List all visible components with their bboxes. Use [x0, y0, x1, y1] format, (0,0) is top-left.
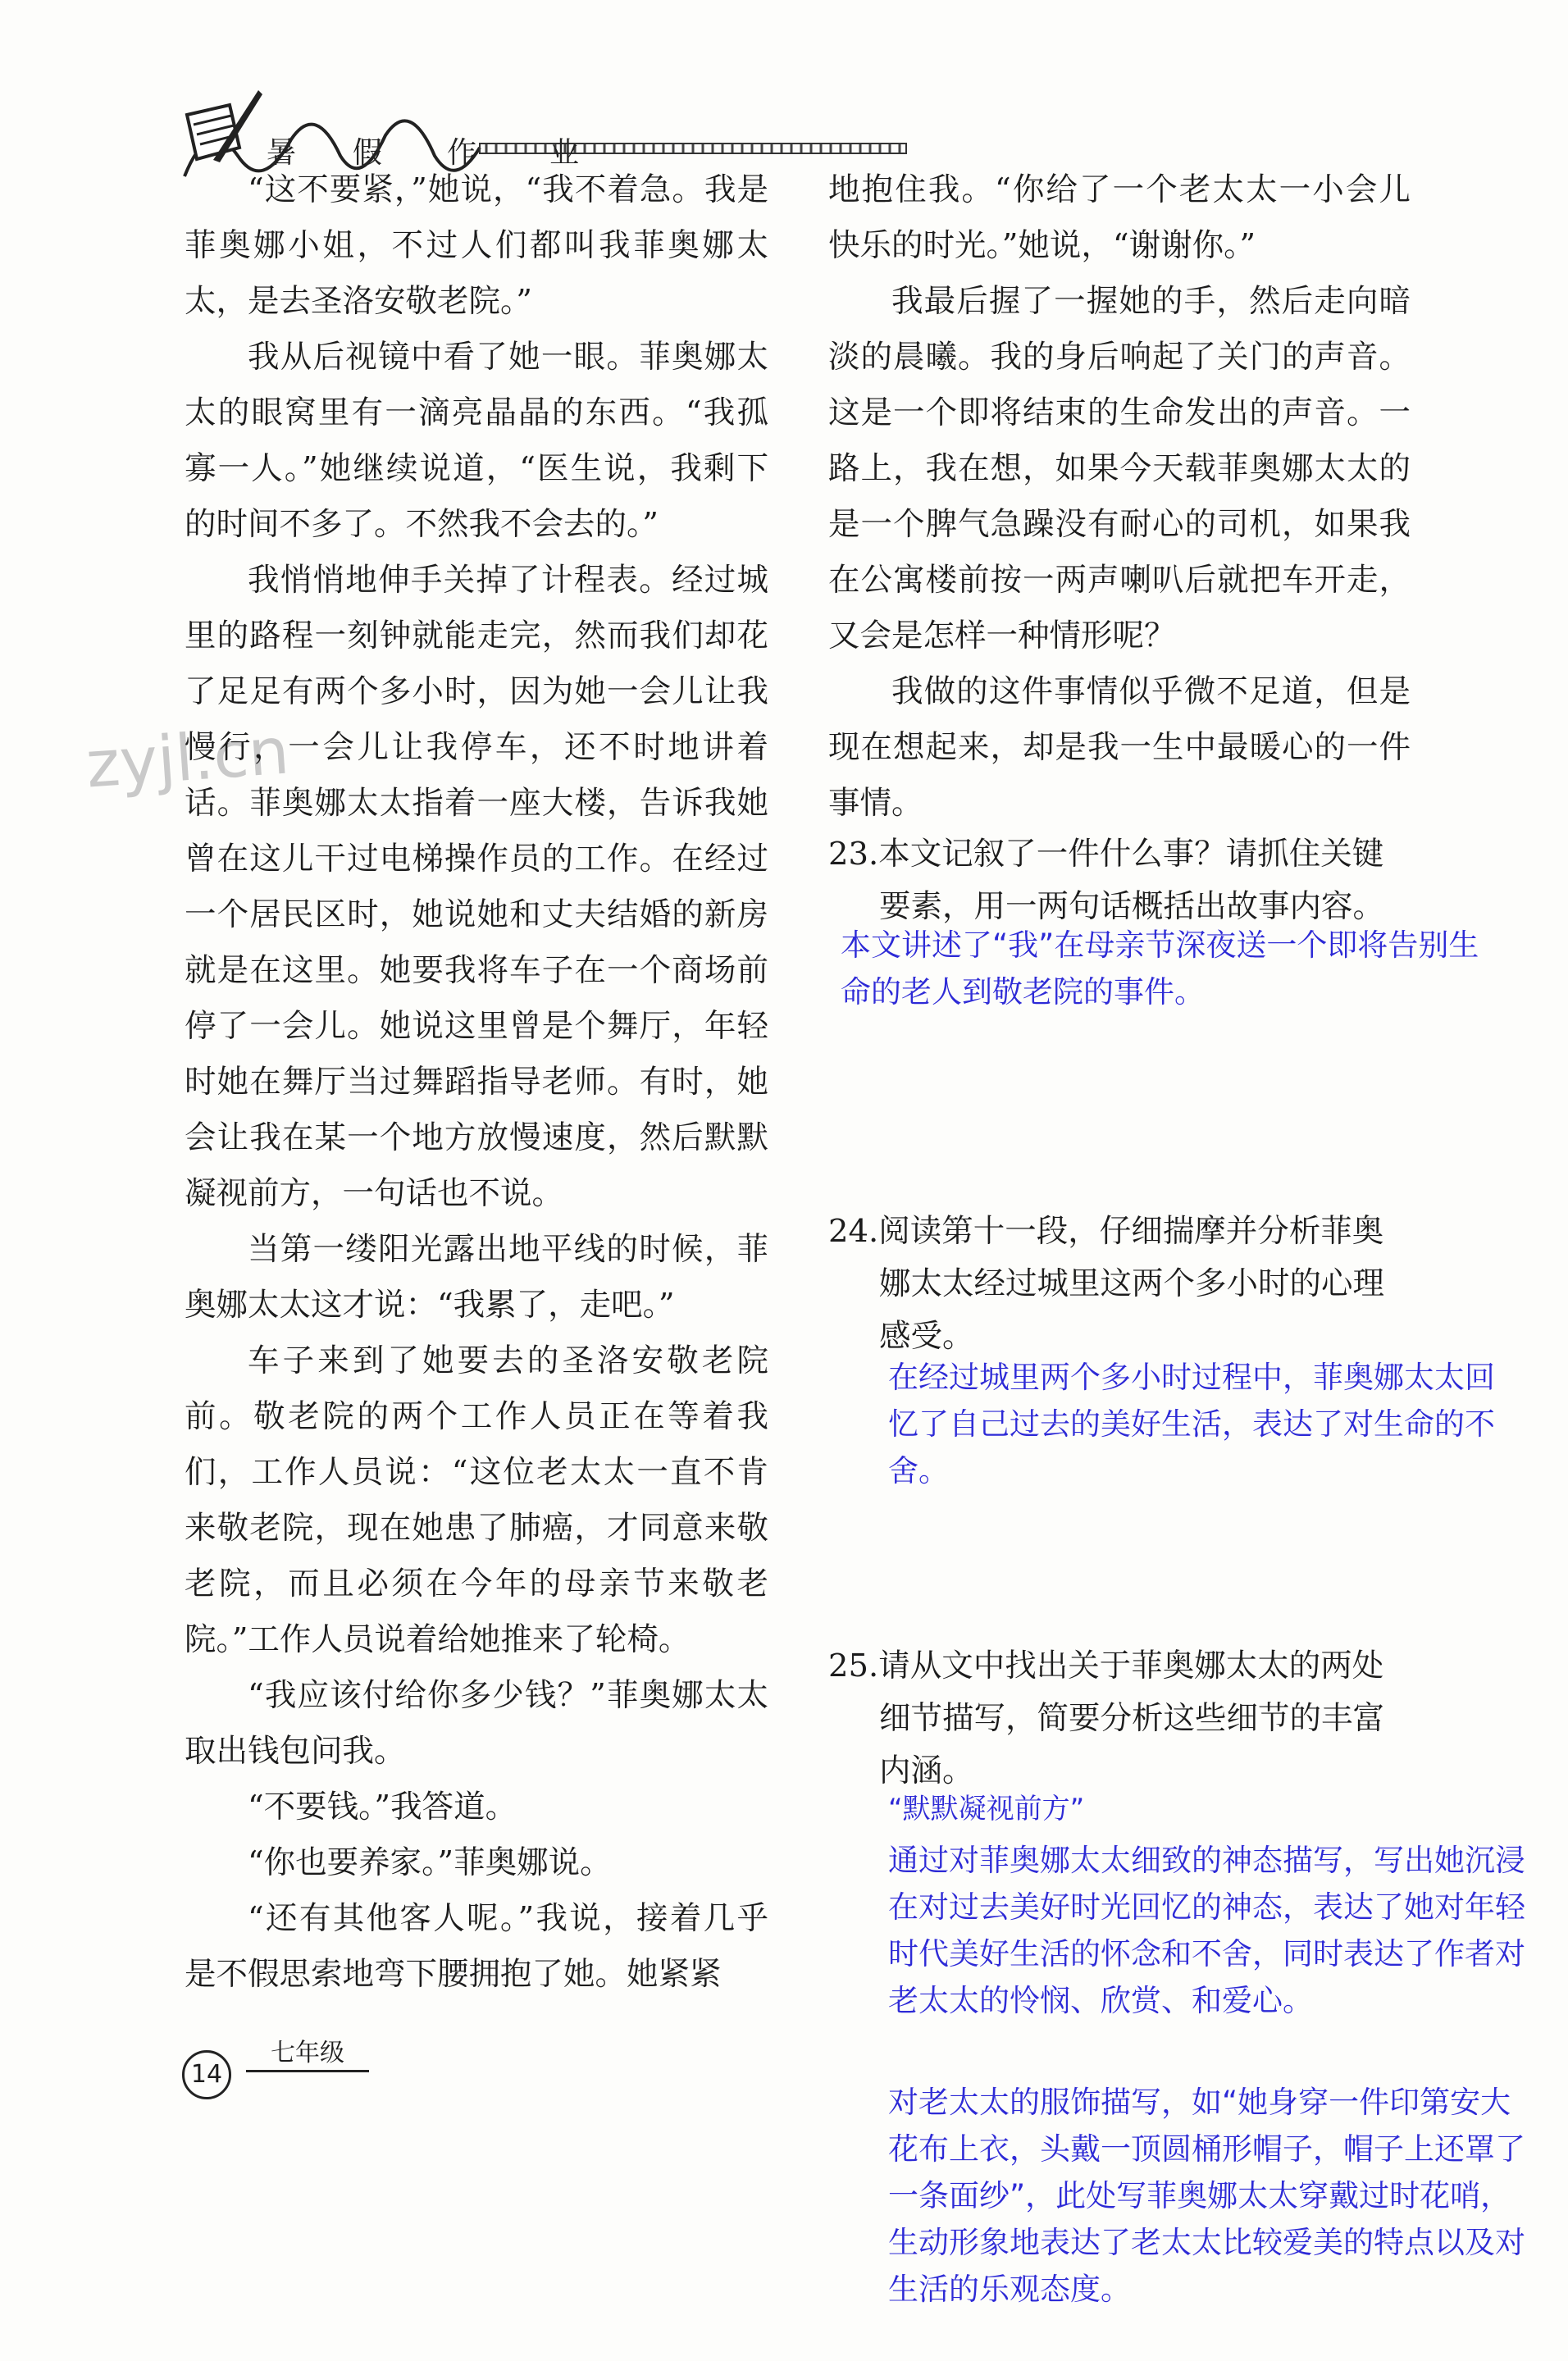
header-char-4: 业 [549, 136, 580, 170]
question-24 [828, 1206, 1412, 1363]
passage-paragraph: “这不要紧，”她说，“我不着急。我是菲奥娜小姐，不过人们都叫我菲奥娜太太，是去圣洛安敬老院。” [185, 171, 768, 320]
passage-paragraph: “你也要养家。”菲奥娜说。 [248, 1844, 612, 1881]
grade-label: 七年级 [271, 2039, 344, 2067]
answer-24: 在经过城里两个多小时过程中，菲奥娜太太回忆了自己过去的美好生活，表达了对生命的不舍。 [888, 1360, 1495, 1488]
footer-divider [246, 2070, 369, 2072]
question-number: 25. [828, 1648, 879, 1684]
passage-continuation: 地抱住我。“你给了一个老太太一小会儿快乐的时光。”她说，“谢谢你。” [828, 171, 1411, 264]
header-char-2: 假 [353, 136, 383, 170]
page-number: 14 [182, 2050, 231, 2099]
answer-25-paragraph-1: 通过对菲奥娜太太细致的神态描写，写出她沉浸在对过去美好时光回忆的神态，表达了她对年轻时代美好生活的怀念和不舍，同时表达了作者对老太太的怜悯、欣赏、和爱心。 [888, 1843, 1525, 2018]
watermark: zyjl.cn [84, 714, 292, 803]
answer-23: 本文讲述了“我”在母亲节深夜送一个即将告别生命的老人到敬老院的事件。 [841, 928, 1479, 1010]
question-text-cont: 娜太太经过城里这两个多小时的心理感受。 [879, 1265, 1385, 1355]
passage-paragraph: 我悄悄地伸手关掉了计程表。经过城里的路程一刻钟就能走完，然而我们却花了足足有两个多小时，因为她一会儿让我慢行，一会儿让我停车，还不时地讲着话。菲奥娜太太指着一座大楼，告诉我她曾在这儿干过电梯操作员的工作。在经过一个居民区时，她说她和丈夫结婚的新房就是在这里。她要我将车子在一个商场前停了一会儿。她说这里曾是个舞厅，年轻时她在舞厅当过舞蹈指导老师。有时，她会让我在某一个地方放慢速度，然后默默凝视前方，一句话也不说。 [185, 562, 768, 1212]
answer-25-paragraph-2: 对老太太的服饰描写，如“她身穿一件印第安大花布上衣，头戴一顶圆桶形帽子，帽子上还罩了一条面纱”，此处写菲奥娜太太穿戴过时花哨，生动形象地表达了老太太比较爱美的特点以及对生活的乐观态度。 [888, 2085, 1525, 2307]
passage-paragraph: 我从后视镜中看了她一眼。菲奥娜太太的眼窝里有一滴亮晶晶的东西。“我孤寡一人。”她继续说道，“医生说，我剩下的时间不多了。不然我不会去的。” [185, 339, 768, 543]
answer-25-quote: “默默凝视前方” [888, 1793, 1085, 1825]
passage-paragraph: 我做的这件事情似乎微不足道，但是现在想起来，却是我一生中最暖心的一件事情。 [828, 673, 1411, 822]
passage-paragraph: “我应该付给你多少钱？”菲奥娜太太取出钱包问我。 [185, 1677, 768, 1770]
question-text-cont: 要素，用一两句话概括出故事内容。 [879, 888, 1385, 925]
passage-paragraph: 当第一缕阳光露出地平线的时候，菲奥娜太太这才说：“我累了，走吧。” [185, 1231, 768, 1324]
passage-paragraph: “不要钱。”我答道。 [248, 1789, 517, 1825]
question-25 [828, 1640, 1412, 1798]
question-text: 本文记叙了一件什么事？请抓住关键 [878, 836, 1384, 873]
question-number: 23. [828, 836, 879, 873]
question-text: 请从文中找出关于菲奥娜太太的两处 [878, 1648, 1384, 1684]
passage-paragraph: 我最后握了一握她的手，然后走向暗淡的晨曦。我的身后响起了关门的声音。这是一个即将结束的生命发出的声音。一路上，我在想，如果今天载菲奥娜太太的是一个脾气急躁没有耐心的司机，如果我在公寓楼前按一两声喇叭后就把车开走，又会是怎样一种情形呢？ [828, 283, 1411, 654]
question-number: 24. [828, 1213, 879, 1250]
header-char-3: 作 [447, 136, 477, 170]
question-text: 阅读第十一段，仔细揣摩并分析菲奥 [878, 1213, 1384, 1250]
header-char-1: 暑 [267, 136, 297, 170]
question-text-cont: 细节描写，简要分析这些细节的丰富内涵。 [879, 1700, 1385, 1789]
notebook-pen-icon [180, 82, 262, 172]
question-23 [828, 828, 1412, 933]
passage-paragraph: “还有其他客人呢。”我说，接着几乎是不假思索地弯下腰拥抱了她。她紧紧 [185, 1900, 768, 1993]
passage-left-column [185, 162, 768, 2003]
passage-paragraph: 车子来到了她要去的圣洛安敬老院前。敬老院的两个工作人员正在等着我们，工作人员说：“这位老太太一直不肯来敬老院，现在她患了肺癌，才同意来敬老院，而且必须在今年的母亲节来敬老院。”工作人员说着给她推来了轮椅。 [185, 1342, 768, 1658]
passage-right-column [828, 162, 1411, 832]
